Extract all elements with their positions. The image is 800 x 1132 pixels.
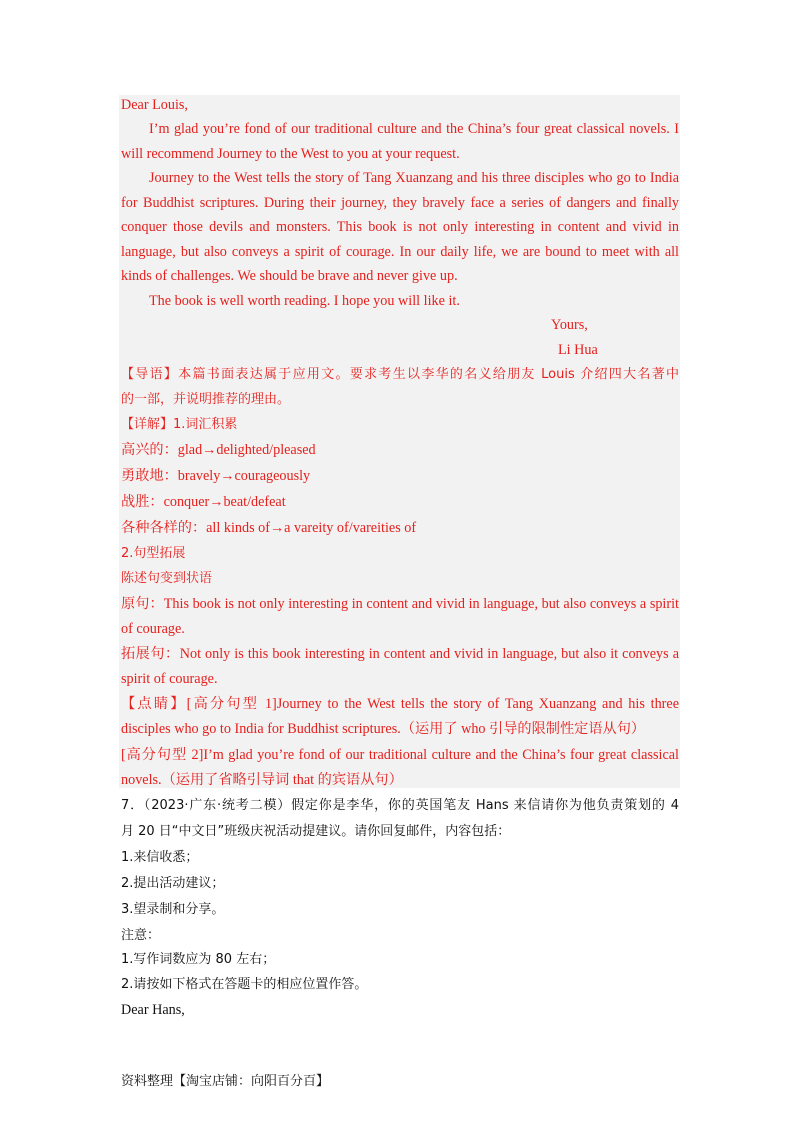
letter-p3: The book is well worth reading. I hope you will like it. xyxy=(149,293,460,309)
highlight-line1: 【点睛】[高分句型 1]Journey to the West tells the story of Tang Xuanzang and his three xyxy=(121,696,679,712)
question-line: 月 20 日“中文日”班级庆祝活动提建议。请你回复邮件，内容包括： xyxy=(121,824,511,839)
detail-section2: 2.句型拓展 xyxy=(121,546,186,561)
letter-p2-line2: for Buddhist scriptures. During their journey, they bravely face a series of dangers and finally xyxy=(121,195,679,211)
guide-line2: 的一部，并说明推荐的理由。 xyxy=(121,392,291,407)
question-line: 注意： xyxy=(121,928,161,943)
expanded-sentence-line1: 拓展句：Not only is this book interesting in content and vivid in language, but also it conveys a xyxy=(121,646,679,662)
question-line: 2.请按如下格式在答题卡的相应位置作答。 xyxy=(121,977,368,992)
question-line: 1.来信收悉； xyxy=(121,850,199,865)
question-line: 2.提出活动建议； xyxy=(121,876,225,891)
question-line: Dear Hans, xyxy=(121,1002,185,1018)
highlight-line4: novels.（运用了省略引导词 that 的宾语从句） xyxy=(121,772,403,788)
detail-heading: 【详解】1.词汇积累 xyxy=(121,417,238,432)
vocab-item: 高兴的：glad→delighted/pleased xyxy=(121,442,316,458)
detail-subheading: 陈述句变到状语 xyxy=(121,571,213,586)
question-line: 3.望录制和分享。 xyxy=(121,902,225,917)
letter-signature: Li Hua xyxy=(558,342,598,358)
letter-p2-line1: Journey to the West tells the story of Tang Xuanzang and his three disciples who go to India xyxy=(149,170,679,186)
highlight-line3: [高分句型 2]I’m glad you’re fond of our traditional culture and the China’s four great classical xyxy=(121,747,679,763)
question-line: 7．（2023·广东·统考二模）假定你是李华，你的英国笔友 Hans 来信请你为他负责策划的 4 xyxy=(121,798,679,813)
vocab-item: 战胜：conquer→beat/defeat xyxy=(121,494,286,510)
highlight-line2: disciples who go to India for Buddhist scriptures.（运用了 who 引导的限制性定语从句） xyxy=(121,721,646,737)
guide-line1: 【导语】本篇书面表达属于应用文。要求考生以李华的名义给朋友 Louis 介绍四大名著中 xyxy=(121,367,679,382)
letter-closing: Yours, xyxy=(551,317,588,333)
letter-p2-line4: language, but also conveys a spirit of courage. In our daily life, we are bound to meet with all xyxy=(121,244,679,260)
letter-p1-line2: will recommend Journey to the West to you at your request. xyxy=(121,146,460,162)
vocab-item: 各种各样的：all kinds of→a vareity of/vareities of xyxy=(121,520,417,536)
letter-p2-line3: conquer those devils and monsters. This book is not only interesting in content and vivid in xyxy=(121,219,679,235)
expanded-sentence-line2: spirit of courage. xyxy=(121,671,218,687)
page-footer: 资料整理【淘宝店铺：向阳百分百】 xyxy=(121,1074,330,1089)
letter-salutation: Dear Louis, xyxy=(121,97,188,113)
letter-p2-line5: kinds of challenges. We should be brave and never give up. xyxy=(121,268,458,284)
vocab-item: 勇敢地：bravely→courageously xyxy=(121,468,311,484)
letter-p1-line1: I’m glad you’re fond of our traditional culture and the China’s four great classical novels. I xyxy=(149,121,679,137)
original-sentence-line2: of courage. xyxy=(121,621,185,637)
original-sentence-line1: 原句：This book is not only interesting in content and vivid in language, but also conveys a spirit xyxy=(121,596,679,612)
question-line: 1.写作词数应为 80 左右； xyxy=(121,952,276,967)
